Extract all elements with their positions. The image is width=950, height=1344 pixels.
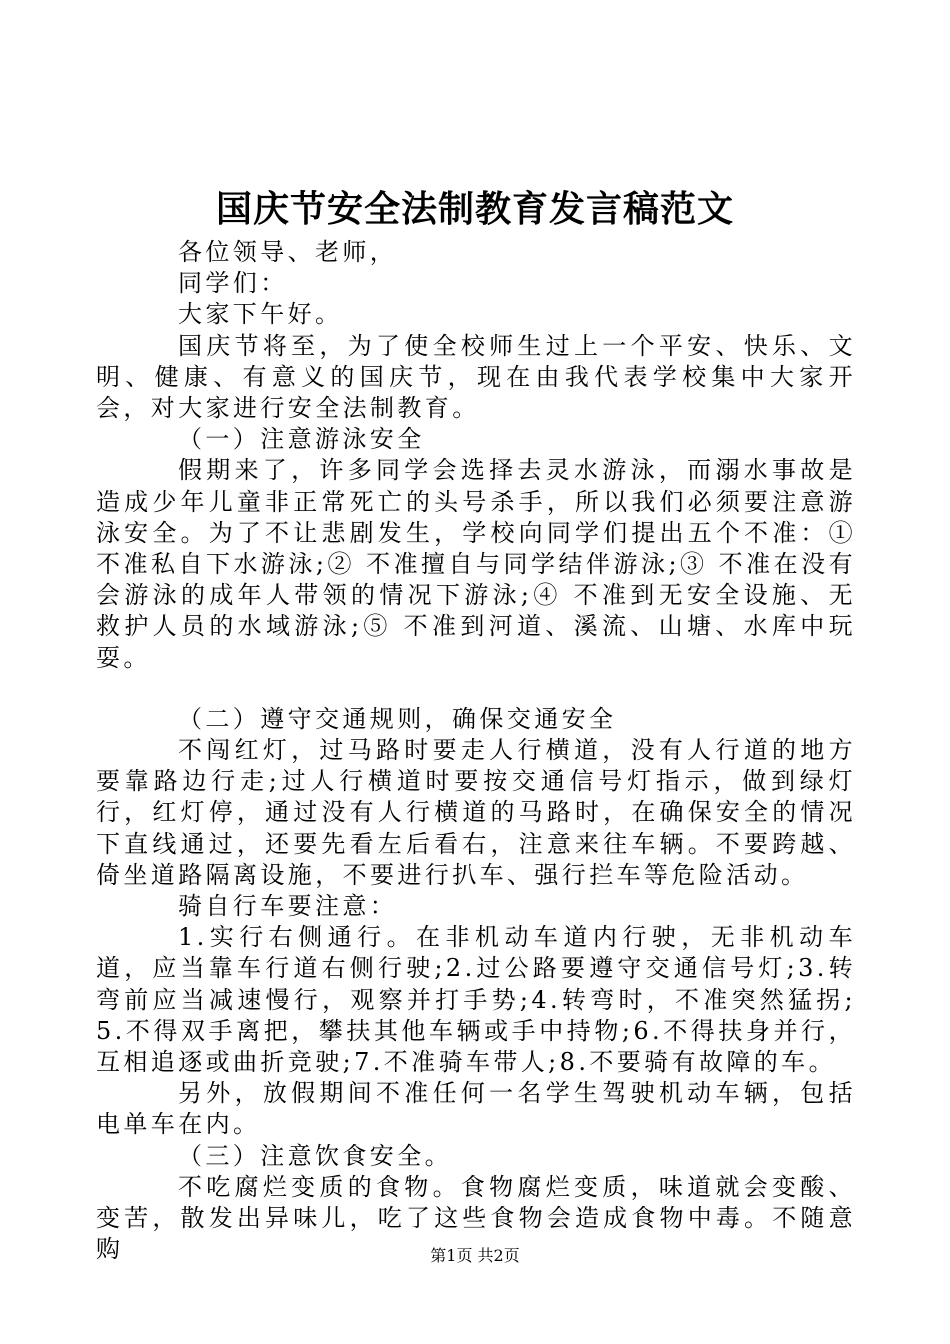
motor-vehicle-paragraph: 另外，放假期间不准任何一名学生驾驶机动车辆，包括电单车在内。 — [96, 1079, 856, 1139]
greeting: 大家下午好。 — [178, 300, 343, 329]
food-paragraph: 不吃腐烂变质的食物。食物腐烂变质，味道就会变酸、变苦，散发出异味儿，吃了这些食物会造成食物中毒。不随意购 — [96, 1172, 856, 1264]
section-heading-traffic: （二）遵守交通规则，确保交通安全 — [178, 704, 617, 733]
section-heading-food: （三）注意饮食安全。 — [178, 1141, 452, 1170]
swimming-paragraph: 假期来了，许多同学会选择去灵水游泳，而溺水事故是造成少年儿童非正常死亡的头号杀手，所以我们必须要注意游泳安全。为了不让悲剧发生，学校向同学们提出五个不准：①不准私自下水游泳;② 不准擅自与同学结伴游泳;③ 不准在没有会游泳的成年人带领的情况下游泳;④ 不准到无安全设施、无救护人员的水域游泳;⑤ 不准到河道、溪流、山塘、水库中玩耍。 — [96, 456, 856, 672]
document-title: 国庆节安全法制教育发言稿范文 — [215, 188, 734, 230]
paragraph-gap — [96, 674, 856, 704]
bicycle-heading: 骑自行车要注意： — [178, 892, 398, 921]
salutation-students: 同学们： — [178, 269, 288, 298]
section-heading-swimming: （一）注意游泳安全 — [178, 425, 425, 454]
bicycle-rules-paragraph: 1.实行右侧通行。在非机动车道内行驶，无非机动车道，应当靠车行道右侧行驶;2.过公路要遵守交通信号灯;3.转弯前应当减速慢行，观察并打手势;4.转弯时，不准突然猛拐;5.不得双手离把，攀扶其他车辆或手中持物;6.不得扶身并行，互相追逐或曲折竞驶;7.不准骑车带人;8.不要骑有故障的车。 — [96, 923, 856, 1077]
page-footer: 第1页 共2页 — [430, 1246, 520, 1265]
document-body — [96, 237, 856, 1266]
intro-paragraph: 国庆节将至，为了使全校师生过上一个平安、快乐、文明、健康、有意义的国庆节，现在由我代表学校集中大家开会，对大家进行安全法制教育。 — [96, 331, 856, 423]
traffic-paragraph: 不闯红灯，过马路时要走人行横道，没有人行道的地方要靠路边行走;过人行横道时要按交通信号灯指示，做到绿灯行，红灯停，通过没有人行横道的马路时，在确保安全的情况下直线通过，还要先看左后看右，注意来往车辆。不要跨越、倚坐道路隔离设施，不要进行扒车、强行拦车等危险活动。 — [96, 736, 856, 889]
salutation-leaders: 各位领导、老师， — [178, 238, 398, 266]
